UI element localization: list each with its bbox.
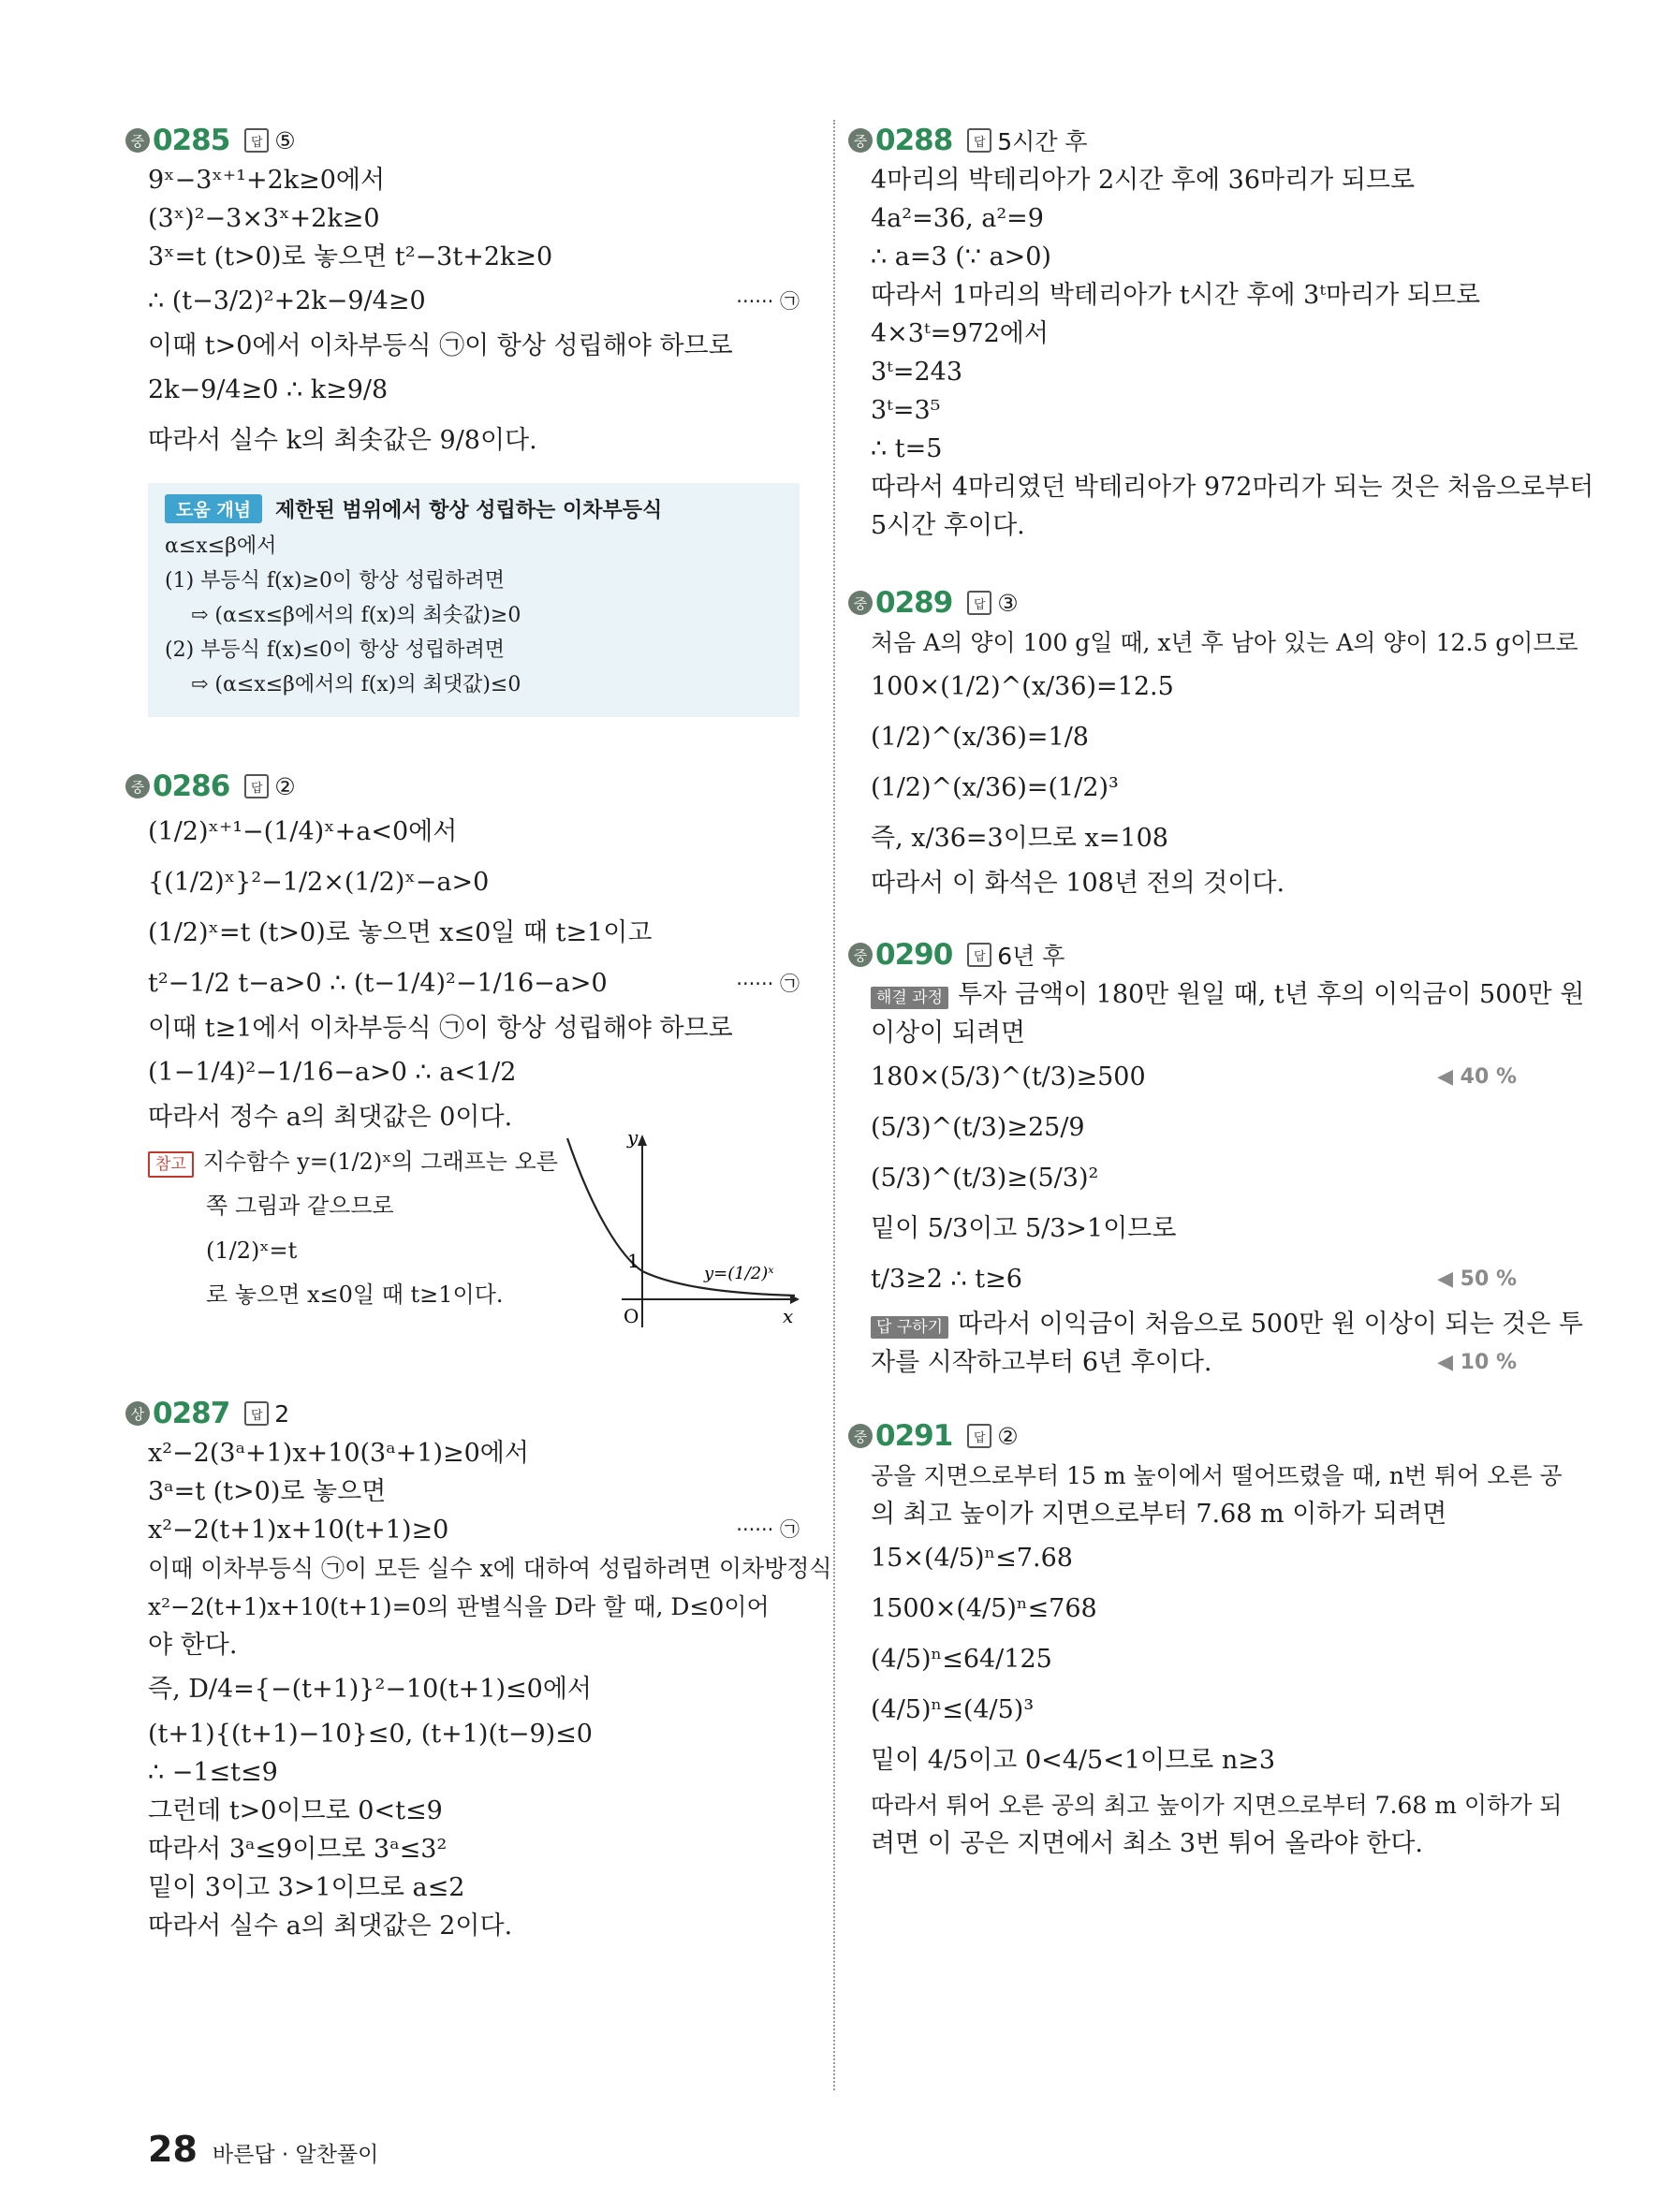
solution-line: (5/3)^(t/3)≥25/9 (871, 1113, 1085, 1142)
concept-box (148, 483, 800, 717)
problem-number: 0291 (875, 1419, 953, 1453)
problem-number: 0290 (875, 938, 953, 972)
score-percent: ◀ 50 % (1437, 1267, 1517, 1291)
solution-line: (1/2)ˣ⁺¹−(1/4)ˣ+a<0에서 (148, 817, 458, 846)
problem-0290 (853, 934, 1585, 1382)
solution-line-scored (871, 1343, 1517, 1382)
answer-value: ② (997, 1422, 1019, 1450)
answer-icon: 답 (244, 128, 269, 153)
level-badge: 중 (848, 591, 873, 615)
problem-header (125, 766, 800, 807)
solution-line: 의 최고 높이가 지면으로부터 7.68 m 이하가 되려면 (871, 1500, 1447, 1529)
reference-text (148, 1136, 560, 1314)
solution-line: 이상이 되려면 (871, 1018, 1026, 1047)
reference-line: (1/2)ˣ=t (206, 1238, 298, 1264)
solution-line: 4×3ᵗ=972에서 (871, 319, 1049, 348)
solution-line-marked (148, 276, 800, 327)
concept-box-header (165, 494, 783, 523)
problem-number: 0289 (875, 586, 953, 620)
solution-line: 공을 지면으로부터 15 m 높이에서 떨어뜨렸을 때, n번 튀어 오른 공 (871, 1462, 1563, 1489)
answer-value: ② (274, 772, 296, 800)
solution-line: (1/2)^(x/36)=(1/2)³ (871, 773, 1119, 802)
answer-value: 6년 후 (997, 943, 1065, 970)
curve-label: y=(1/2)ˣ (704, 1264, 774, 1283)
solution-line-text: 투자 금액이 180만 원일 때, t년 후의 이익금이 500만 원 (958, 980, 1585, 1009)
solution-line: ∴ t=5 (871, 434, 943, 463)
solution-line: (1−1/4)²−1/16−a>0 ∴ a<1/2 (148, 1058, 517, 1087)
reference-note (148, 1131, 800, 1344)
solution-line (871, 975, 1585, 1014)
solution-line: (1/2)ˣ=t (t>0)로 놓으면 x≤0일 때 t≥1이고 (148, 918, 653, 947)
solution-line: 15×(4/5)ⁿ≤7.68 (871, 1544, 1073, 1573)
solution-line: {(1/2)ˣ}²−1/2×(1/2)ˣ−a>0 (148, 868, 490, 897)
step-tag: 해결 과정 (871, 987, 948, 1009)
level-badge: 중 (125, 128, 150, 153)
problem-number: 0288 (875, 124, 953, 157)
solution-line: (3ˣ)²−3×3ˣ+2k≥0 (148, 204, 380, 233)
concept-line: ⇨ (α≤x≤β에서의 f(x)의 최솟값)≥0 (191, 604, 521, 627)
solution-line: (t+1){(t+1)−10}≤0, (t+1)(t−9)≤0 (148, 1720, 593, 1749)
page-number: 28 (148, 2129, 198, 2170)
solution-line: 4마리의 박테리아가 2시간 후에 36마리가 되므로 (871, 166, 1416, 195)
origin-label: O (624, 1305, 639, 1327)
reference-tag: 참고 (148, 1151, 194, 1178)
problem-0285 (130, 120, 800, 717)
exponential-graph (565, 1131, 800, 1337)
solution-line: 처음 A의 양이 100 g일 때, x년 후 남아 있는 A의 양이 12.5 g이므로 (871, 629, 1578, 656)
solution-line: (5/3)^(t/3)≥(5/3)² (871, 1164, 1099, 1193)
solution-line-text: 따라서 이익금이 처음으로 500만 원 이상이 되는 것은 투 (958, 1310, 1584, 1339)
reference-line (148, 1136, 560, 1187)
solution-line-scored (871, 1052, 1517, 1103)
score-percent: ◀ 40 % (1437, 1065, 1517, 1089)
problem-number: 0285 (153, 124, 230, 157)
score-percent: ◀ 10 % (1437, 1351, 1517, 1374)
problem-header (848, 1415, 1517, 1457)
solution-line: 밑이 4/5이고 0<4/5<1이므로 n≥3 (871, 1746, 1276, 1775)
solution-line: ∴ a=3 (∵ a>0) (871, 242, 1051, 271)
solution-line: ∴ −1≤t≤9 (148, 1758, 278, 1787)
solution-line: (4/5)ⁿ≤64/125 (871, 1645, 1052, 1674)
problem-header (125, 1393, 800, 1434)
equation-marker: ······ ㉠ (736, 973, 800, 995)
y-axis-arrow (638, 1135, 647, 1146)
solution-line: 따라서 정수 a의 최댓값은 0이다. (148, 1103, 513, 1132)
reference-line: 로 놓으면 x≤0일 때 t≥1이다. (206, 1282, 504, 1308)
solution-line: 3ˣ=t (t>0)로 놓으면 t²−3t+2k≥0 (148, 242, 553, 271)
answer-value: ⑤ (274, 126, 296, 154)
level-badge: 중 (848, 1424, 873, 1448)
problem-number: 0286 (153, 769, 230, 803)
problem-number: 0287 (153, 1397, 230, 1430)
solution-line: 따라서 실수 a의 최댓값은 2이다. (148, 1912, 513, 1941)
solution-line: 따라서 실수 k의 최솟값은 9/8이다. (148, 426, 537, 455)
solution-line: 1500×(4/5)ⁿ≤768 (871, 1594, 1097, 1623)
solution-line: 이때 t>0에서 이차부등식 ㉠이 항상 성립해야 하므로 (148, 331, 733, 360)
answer-value: 5시간 후 (997, 128, 1088, 155)
solution-line: 100×(1/2)^(x/36)=12.5 (871, 672, 1174, 701)
solution-line: 5시간 후이다. (871, 511, 1025, 540)
problem-header (848, 934, 1517, 975)
reference-line-text: 지수함수 y=(1/2)ˣ의 그래프는 오른 (202, 1149, 558, 1175)
level-badge: 상 (125, 1401, 150, 1426)
equation-marker: ······ ㉠ (736, 290, 800, 313)
solution-line: 이때 이차부등식 ㉠이 모든 실수 x에 대하여 성립하려면 이차방정식 (148, 1555, 832, 1582)
concept-line: α≤x≤β에서 (165, 535, 277, 558)
problem-header (848, 120, 1517, 161)
left-column (130, 120, 832, 1994)
solution-line: t/3≥2 ∴ t≥6 (871, 1265, 1022, 1294)
problem-header (125, 120, 800, 161)
solution-line-marked (148, 1511, 800, 1549)
solution-line-marked (148, 959, 800, 1009)
problem-0288 (853, 120, 1594, 545)
solution-line: ∴ (t−3/2)²+2k−9/4≥0 (148, 286, 426, 315)
problem-0287 (130, 1393, 832, 1945)
book-title: 바른답 · 알찬풀이 (212, 2143, 379, 2167)
problem-0291 (853, 1415, 1563, 1863)
solution-line: 3ᵃ=t (t>0)로 놓으면 (148, 1477, 387, 1506)
solution-line: 따라서 튀어 오른 공의 최고 높이가 지면으로부터 7.68 m 이하가 되 (871, 1792, 1563, 1819)
solution-line: 따라서 이 화석은 108년 전의 것이다. (871, 869, 1285, 898)
solution-line: 그런데 t>0이므로 0<t≤9 (148, 1796, 443, 1825)
concept-line: (1) 부등식 f(x)≥0이 항상 성립하려면 (165, 569, 506, 593)
x-axis-label: x (783, 1305, 794, 1327)
answer-icon: 답 (967, 1424, 991, 1448)
y-axis-label: y (627, 1131, 639, 1149)
concept-tag: 도움 개념 (165, 494, 262, 523)
solution-line: 2k−9/4≥0 ∴ k≥9/8 (148, 375, 389, 404)
solution-line: 밑이 3이고 3>1이므로 a≤2 (148, 1873, 465, 1902)
solution-line: 3ᵗ=3⁵ (871, 396, 941, 425)
answer-icon: 답 (967, 591, 991, 615)
solution-line: 9ˣ−3ˣ⁺¹+2k≥0에서 (148, 166, 386, 195)
solution-line: 4a²=36, a²=9 (871, 204, 1044, 233)
equation-marker: ······ ㉠ (736, 1518, 800, 1541)
solution-line: (1/2)^(x/36)=1/8 (871, 723, 1089, 752)
problem-header (848, 582, 1517, 623)
solution-line-scored (871, 1254, 1517, 1305)
solution-line: 따라서 3ᵃ≤9이므로 3ᵃ≤3² (148, 1835, 448, 1864)
problem-0286 (130, 766, 800, 1344)
solution-line: 이때 t≥1에서 이차부등식 ㉠이 항상 성립해야 하므로 (148, 1014, 733, 1043)
solution-line: 3ᵗ=243 (871, 358, 962, 387)
solution-line: 즉, D/4={−(t+1)}²−10(t+1)≤0에서 (148, 1675, 592, 1704)
solution-line: t²−1/2 t−a>0 ∴ (t−1/4)²−1/16−a>0 (148, 969, 608, 998)
solution-line: 자를 시작하고부터 6년 후이다. (871, 1348, 1212, 1377)
level-badge: 중 (848, 128, 873, 153)
reference-line: 쪽 그림과 같으므로 (206, 1193, 394, 1219)
solution-line: 따라서 1마리의 박테리아가 t시간 후에 3ᵗ마리가 되므로 (871, 281, 1481, 310)
level-badge: 중 (848, 943, 873, 967)
right-column (853, 120, 1594, 1912)
solution-line: x²−2(3ᵃ+1)x+10(3ᵃ+1)≥0에서 (148, 1439, 529, 1468)
solution-line: 려면 이 공은 지면에서 최소 3번 튀어 올라야 한다. (871, 1829, 1423, 1858)
solution-line: 따라서 4마리였던 박테리아가 972마리가 되는 것은 처음으로부터 (871, 473, 1594, 502)
problem-0289 (853, 582, 1578, 902)
intercept-label: 1 (627, 1250, 639, 1272)
concept-line: (2) 부등식 f(x)≤0이 항상 성립하려면 (165, 638, 506, 662)
answer-icon: 답 (244, 1401, 269, 1426)
column-divider (833, 120, 835, 2090)
level-badge: 중 (125, 774, 150, 798)
answer-icon: 답 (967, 943, 991, 967)
concept-line: ⇨ (α≤x≤β에서의 f(x)의 최댓값)≤0 (191, 673, 521, 696)
answer-value: ③ (997, 589, 1019, 617)
solution-line: x²−2(t+1)x+10(t+1)≥0 (148, 1516, 449, 1545)
solution-line: 밑이 5/3이고 5/3>1이므로 (871, 1214, 1177, 1243)
concept-title: 제한된 범위에서 항상 성립하는 이차부등식 (275, 499, 663, 522)
answer-icon: 답 (244, 774, 269, 798)
answer-icon: 답 (967, 128, 991, 153)
solution-line: 즉, x/36=3이므로 x=108 (871, 824, 1168, 853)
step-tag: 답 구하기 (871, 1316, 948, 1339)
solution-line (871, 1305, 1584, 1343)
solution-line: (4/5)ⁿ≤(4/5)³ (871, 1695, 1035, 1724)
solution-line: 야 한다. (148, 1631, 238, 1660)
page-footer (148, 2129, 378, 2170)
solution-line: x²−2(t+1)x+10(t+1)=0의 판별식을 D라 할 때, D≤0이어 (148, 1593, 770, 1620)
answer-value: 2 (274, 1399, 290, 1428)
solution-line: 180×(5/3)^(t/3)≥500 (871, 1062, 1146, 1091)
